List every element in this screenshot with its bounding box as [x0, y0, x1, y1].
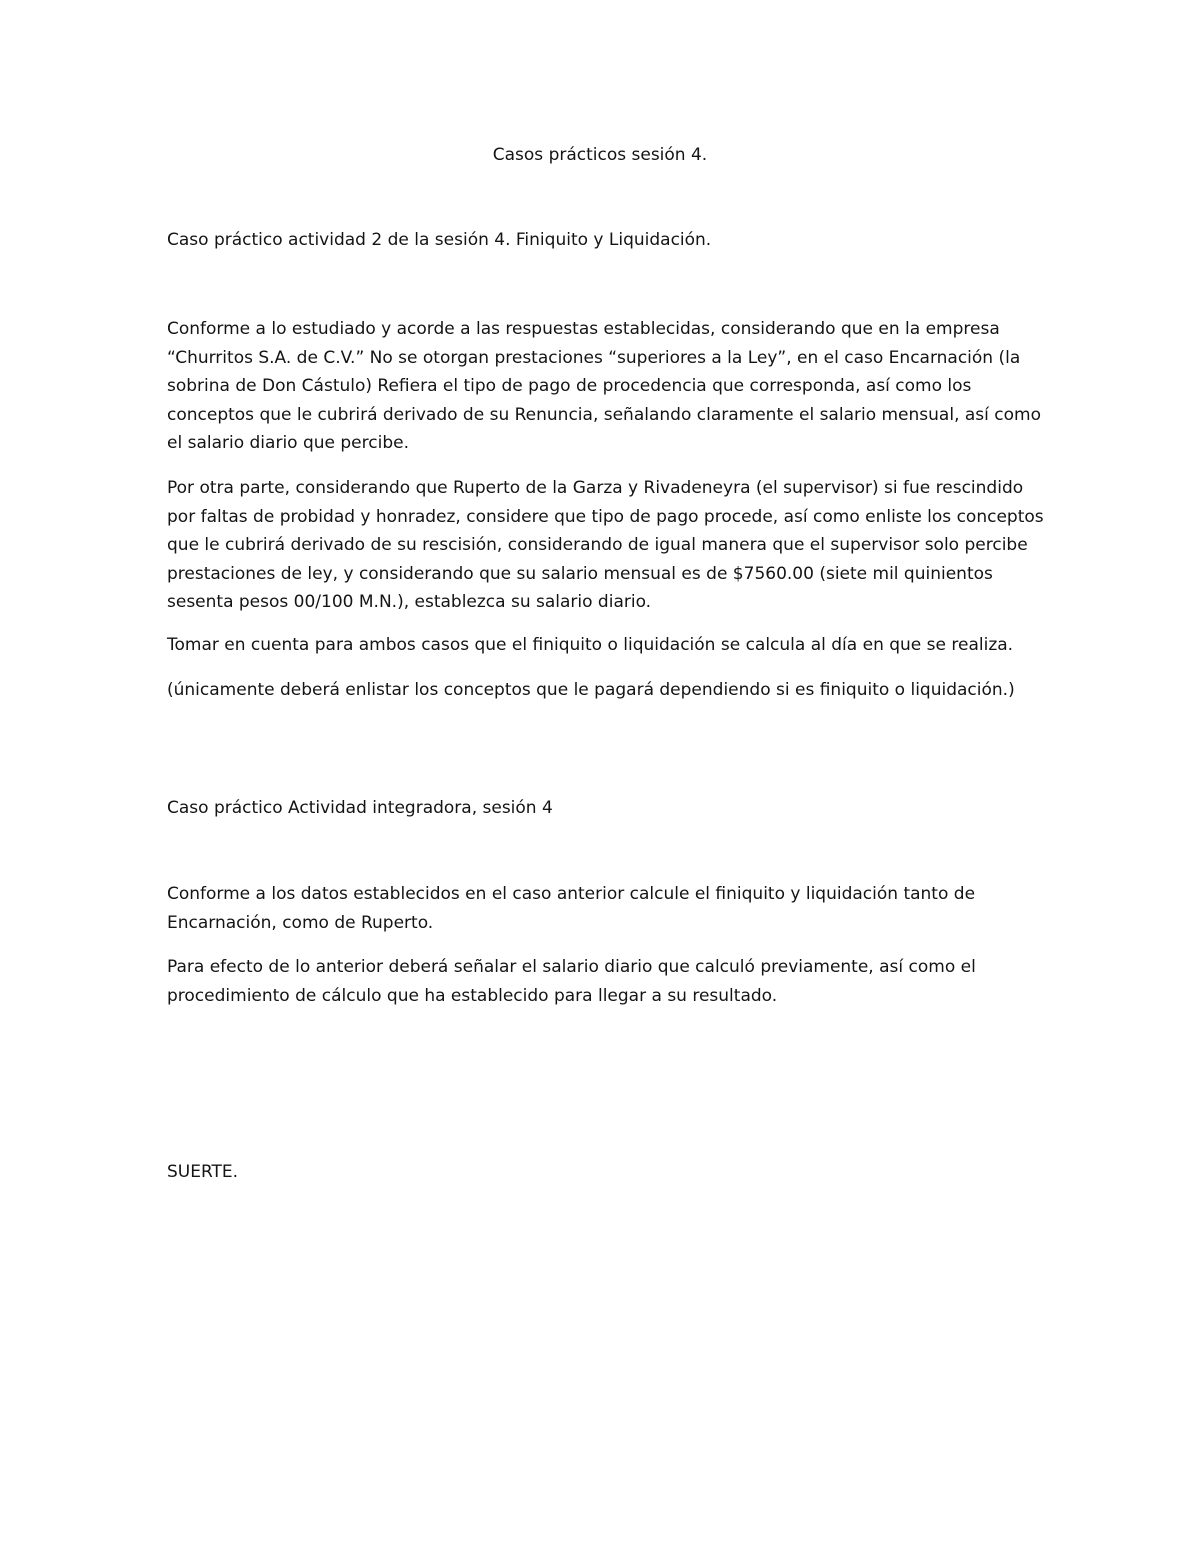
paragraph-procedure-note: Para efecto de lo anterior deberá señalar el salario diario que calculó previamente, así como el procedimiento de cálculo que ha establecido para llegar a su resultado. — [167, 957, 976, 1006]
section1-heading: Caso práctico actividad 2 de la sesión 4. Finiquito y Liquidación. — [167, 230, 712, 250]
paragraph-integrating-activity: Conforme a los datos establecidos en el caso anterior calcule el finiquito y liquidación tanto de Encarnación, como de Ruperto. — [167, 884, 976, 933]
document-title: Casos prácticos sesión 4. — [492, 145, 708, 165]
paragraph-list-concepts-note: (únicamente deberá enlistar los conceptos que le pagará dependiendo si es finiquito o liquidación.) — [167, 680, 1015, 700]
section2-heading: Caso práctico Actividad integradora, sesión 4 — [167, 798, 553, 818]
paragraph-ruperto-case: Por otra parte, considerando que Ruperto de la Garza y Rivadeneyra (el supervisor) si fue rescindido por faltas de probidad y honradez, considere que tipo de pago procede, así como enliste los conceptos que le cubrirá derivado de su rescisión, considerando de igual manera que el supervisor solo percibe prestaciones de ley, y considerando que su salario mensual es de $7560.00 (siete mil quinientos sesenta pesos 00/100 M.N.), establezca su salario diario. — [167, 478, 1044, 612]
closing-text: SUERTE. — [167, 1162, 239, 1182]
paragraph-calculation-date-note: Tomar en cuenta para ambos casos que el finiquito o liquidación se calcula al día en que se realiza. — [167, 635, 1014, 655]
paragraph-encarnacion-case: Conforme a lo estudiado y acorde a las respuestas establecidas, considerando que en la empresa “Churritos S.A. de C.V.” No se otorgan prestaciones “superiores a la Ley”, en el caso Encarnación (la sobrina de Don Cástulo) Refiera el tipo de pago de procedencia que corresponda, así como los conceptos que le cubrirá derivado de su Renuncia, señalando claramente el salario mensual, así como el salario diario que percibe. — [167, 319, 1041, 453]
